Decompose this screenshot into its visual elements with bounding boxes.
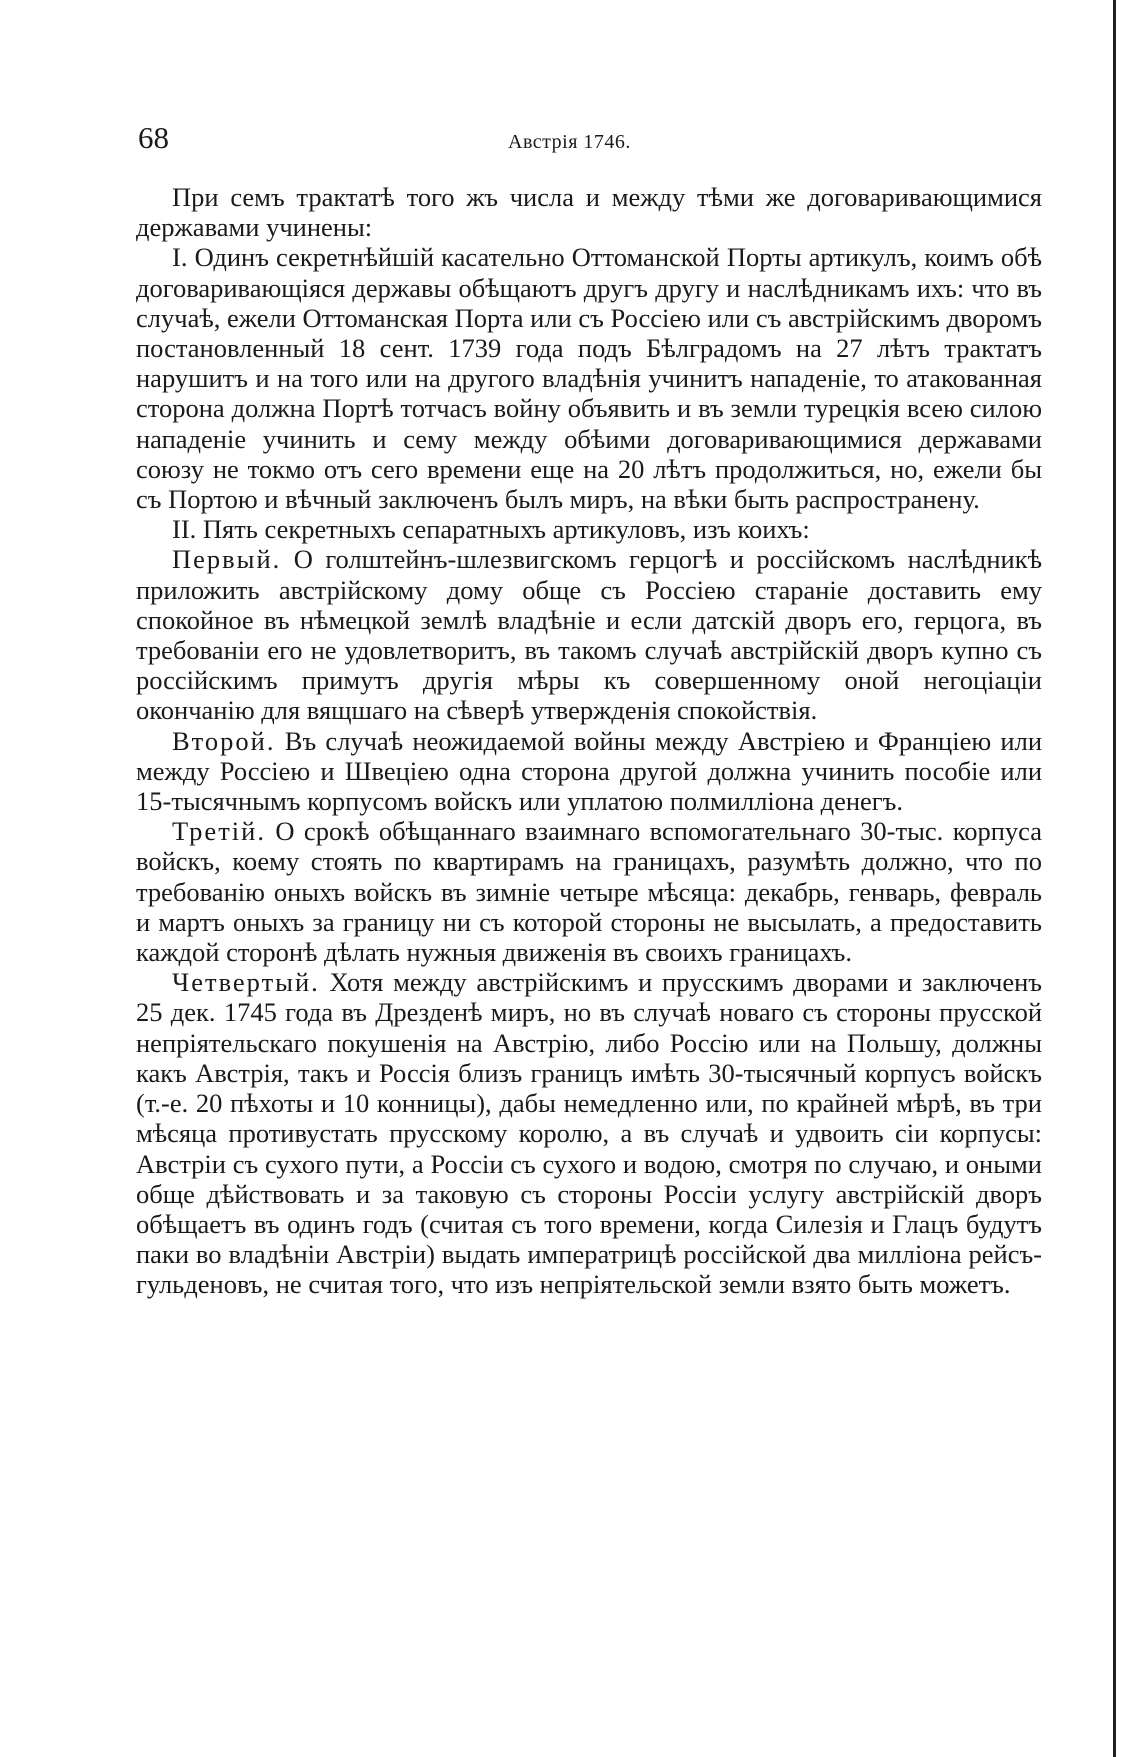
page-header [138,118,1038,162]
text-body [136,182,1042,1300]
article-one-paragraph: I. Одинъ секретнѣйшій касательно Оттоманской Порты артикулъ, коимъ обѣ договаривающіяся державы обѣщаютъ другъ другу и наслѣдникамъ ихъ: что въ случаѣ, ежели Оттоманская Порта или съ Россіею или съ австрійскимъ дворомъ постановленный 18 сент. 1739 года подъ Бѣлградомъ на 27 лѣтъ трактатъ нарушитъ и на того или на другого владѣнія учинитъ нападеніе, то атакованная сторона должна Портѣ тотчасъ войну объявить и въ земли турецкія всею силою нападеніе учинить и сему между обѣими договаривающимися державами союзу не токмо отъ сего времени еще на 20 лѣтъ продолжиться, но, ежели бы съ Портою и вѣчный заключенъ былъ миръ, на вѣки быть распространену. [136,242,1042,515]
fourth-article-lead: Четвертый. [172,967,320,998]
fourth-article-paragraph [136,967,1042,1299]
third-article-paragraph [136,816,1042,967]
page-edge-rule [1113,0,1116,1757]
third-article-lead: Третій. [172,816,266,847]
second-article-lead: Второй. [172,725,276,756]
third-article-text: О срокѣ обѣщаннаго взаимнаго вспомогательнаго 30-тыс. корпуса войскъ, коему стоять по квартирамъ на границахъ, разумѣть должно, что по требованію оныхъ войскъ въ зимніе четыре мѣсяца: декабрь, генварь, февраль и мартъ оныхъ за границу ни съ которой стороны не высылать, а предоставить каждой сторонѣ дѣлать нужныя движенія въ своихъ границахъ. [136,816,1042,968]
first-article-paragraph [136,544,1042,725]
second-article-paragraph [136,726,1042,817]
page-number: 68 [138,120,169,155]
fourth-article-text: Хотя между австрійскимъ и прусскимъ дворами и заключенъ 25 дек. 1745 года въ Дрезденѣ миръ, но въ случаѣ новаго съ стороны прусской непріятельскаго покушенія на Австрію, либо Россію или на Польшу, должны какъ Австрія, такъ и Россія близъ границъ имѣть 30-тысячный корпусъ войскъ (т.-е. 20 пѣхоты и 10 конницы), дабы немедленно или, по крайней мѣрѣ, въ три мѣсяца противустать прусскому королю, а въ случаѣ и удвоить сіи корпусы: Австріи съ сухого пути, а Россіи съ сухого и водою, смотря по случаю, и оными обще дѣйствовать и за таковую съ стороны Россіи услугу австрійскій дворъ обѣщаетъ въ одинъ годъ (считая съ того времени, когда Силезія и Глацъ будутъ паки во владѣніи Австріи) выдать императрицѣ россійской два милліона рейсъ-гульденовъ, не считая того, что изъ непріятельской земли взято быть можетъ. [136,967,1042,1300]
article-two-paragraph: II. Пять секретныхъ сепаратныхъ артикуловъ, изъ коихъ: [172,514,810,545]
first-article-lead: Первый. [172,544,282,575]
second-article-text: Въ случаѣ неожидаемой войны между Австріею и Франціею или между Россіею и Швеціею одна сторона другой должна учинить пособіе или 15-тысячнымъ корпусомъ войскъ или уплатою полмилліона денегъ. [136,725,1043,817]
first-article-text: О голштейнъ-шлезвигскомъ герцогѣ и россійскомъ наслѣдникѣ приложить австрійскому дому обще съ Россіею стараніе доставить ему спокойное въ нѣмецкой землѣ владѣніе и если датскій дворъ его, герцога, въ требованіи его не удовлетворитъ, въ такомъ случаѣ австрійскій дворъ купно съ россійскимъ примутъ другія мѣры къ совершенному оной негоціаціи окончанію для вящшаго на сѣверѣ утвержденія спокойствія. [136,544,1043,726]
running-head: Австрія 1746. [508,131,631,153]
intro-paragraph: При семъ трактатѣ того жъ числа и между тѣми же договаривающимися державами учинены: [136,182,1042,243]
